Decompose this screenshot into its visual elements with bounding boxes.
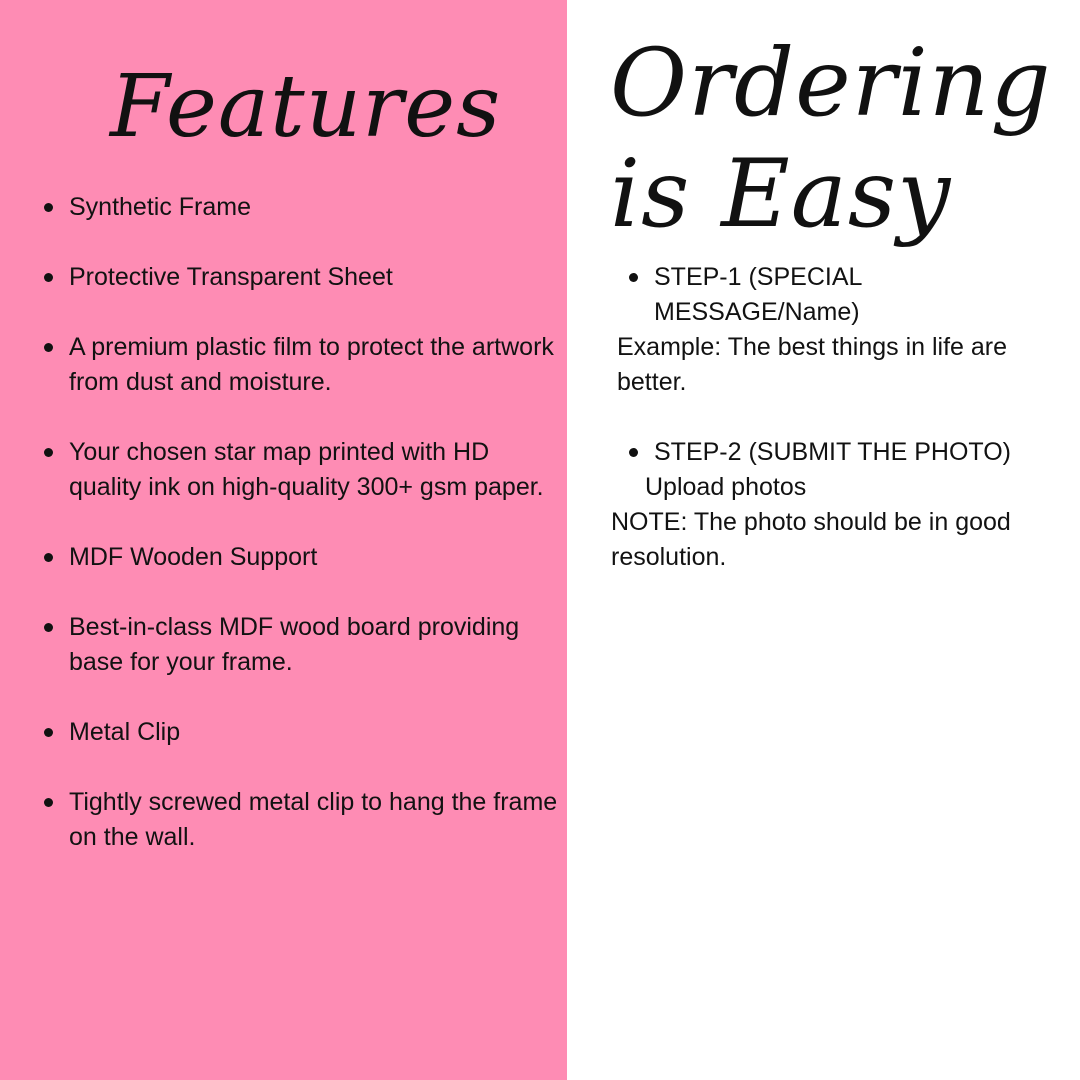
feature-item-clip-description [40,785,560,855]
features-list [40,190,560,890]
bullet-icon [44,623,53,632]
bullet-icon [44,798,53,807]
spacer [611,400,1071,435]
bullet-icon [44,273,53,282]
bullet-icon [629,273,638,282]
step-1-example: Example: The best things in life are better. [617,333,1008,396]
feature-text: Your chosen star map printed with HD quality ink on high-quality 300+ gsm paper. [69,438,544,501]
step-2-text: STEP-2 (SUBMIT THE PHOTO) [654,438,1011,466]
feature-item-mdf-support [40,540,560,575]
feature-text: Protective Transparent Sheet [69,263,393,291]
ordering-title-line2: is Easy [610,140,952,249]
feature-text: A premium plastic film to protect the artwork from dust and moisture. [69,333,554,396]
step-1-text: STEP-1 (SPECIAL MESSAGE/Name) [654,263,862,326]
step-2-note: NOTE: The photo should be in good resolution. [611,508,1011,571]
bullet-icon [44,553,53,562]
feature-item-plastic-film [40,330,560,400]
feature-text: Tightly screwed metal clip to hang the frame on the wall. [69,788,558,851]
feature-item-metal-clip [40,715,560,750]
feature-text: Metal Clip [69,718,181,746]
features-title: Features [110,57,502,157]
feature-item-synthetic-frame [40,190,560,225]
bullet-icon [44,343,53,352]
step-2 [611,435,1071,470]
feature-item-star-map-print [40,435,560,505]
feature-item-protective-sheet [40,260,560,295]
feature-text: Best-in-class MDF wood board providing base for your frame. [69,613,520,676]
bullet-icon [44,728,53,737]
step-2-upload: Upload photos [645,473,807,501]
bullet-icon [44,203,53,212]
bullet-icon [44,448,53,457]
feature-text: Synthetic Frame [69,193,252,221]
feature-text: MDF Wooden Support [69,543,318,571]
step-1 [611,260,1071,330]
feature-item-mdf-board [40,610,560,680]
ordering-steps [611,260,1071,575]
ordering-title-line1: Ordering [610,29,1052,138]
bullet-icon [629,448,638,457]
